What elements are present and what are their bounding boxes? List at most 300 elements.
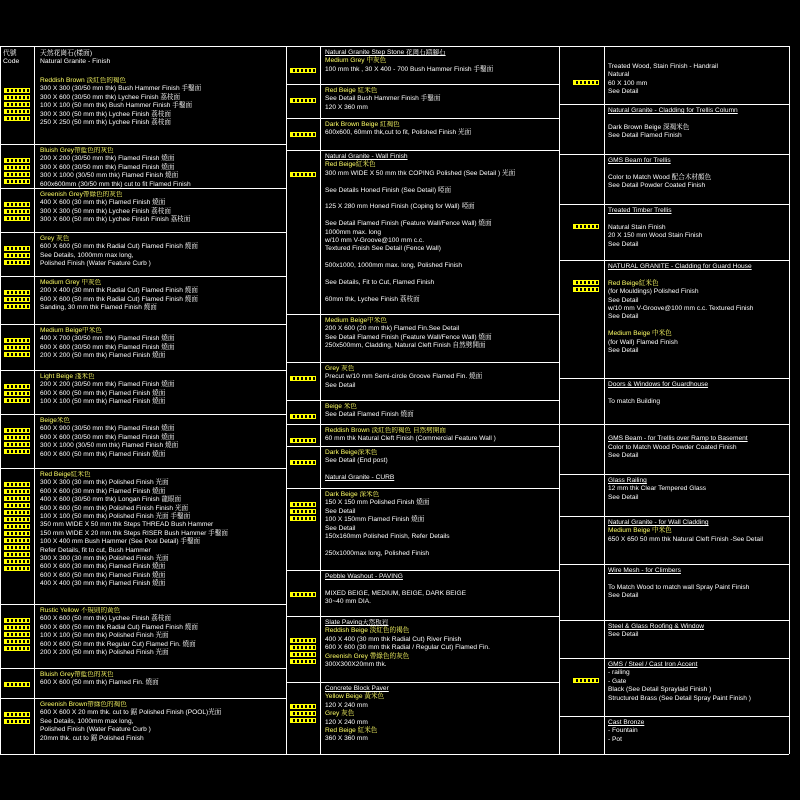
material-spec-line: Treated Wood, Stain Finish - Handrail [608, 63, 718, 70]
material-entry [40, 607, 284, 668]
material-spec-line: See Detail [608, 592, 639, 600]
section-divider [559, 424, 789, 425]
material-spec-line: 600 X 600 X 20 mm thk. cut to 鋸 Polished Finish (POOL)光面 [40, 709, 222, 717]
material-category-heading: Steel & Glass Roofing & Window [608, 623, 705, 630]
material-code-swatch [4, 345, 30, 350]
material-colour-name: Red Beige紅米色 [325, 161, 376, 169]
material-entry [608, 381, 787, 424]
material-code-swatch [4, 297, 30, 302]
material-spec-line: 400 X 400 (30 mm thk Radial Cut) River Finish [325, 635, 462, 643]
material-category-heading: Wire Mesh - for Climbers [608, 567, 681, 574]
material-spec-line: 600 X 600 (50 mm thk Radial Cut) Flamed Finish 燒面 [40, 243, 198, 251]
material-code-group [573, 278, 599, 293]
material-spec-line: 1000mm max. long [325, 228, 382, 236]
material-category-heading: NATURAL GRANITE - Cladding for Guard House [608, 263, 752, 270]
material-code-swatch [4, 566, 30, 571]
left-border [0, 46, 1, 754]
section-divider [286, 682, 559, 683]
material-code-swatch [4, 442, 30, 447]
material-spec-line: 600 X 600 (30 mm thk Radial / Regular Cut) Flamed Fin. [325, 644, 490, 652]
material-spec-line: 500x1000, 1000mm max. long, Polished Finish [325, 262, 463, 270]
material-spec-line: 120 X 240 mm [325, 718, 368, 726]
material-code-swatch [290, 652, 316, 657]
material-spec-line: 600 X 600 (50 mm thk) Flamed Finish 燒面 [40, 450, 166, 458]
material-code-swatch [290, 516, 316, 521]
section-divider [559, 564, 789, 565]
material-spec-line: 100 X 100 (50 mm thk) Polished Finish 光面 [40, 632, 169, 640]
material-code-swatch [4, 489, 30, 494]
material-code-swatch [290, 718, 316, 723]
material-spec-line: 600 X 600 (50 mm thk) Flamed Fin. 燒面 [40, 679, 159, 687]
material-spec-line: See Details, Fit to Cut, Flamed Finish [325, 278, 435, 286]
material-spec-line: Polished Finish (Water Feature Curb ) [40, 726, 151, 734]
material-code-swatch [290, 509, 316, 514]
section-divider [0, 188, 286, 189]
section-divider [559, 378, 789, 379]
material-entry [608, 63, 787, 104]
material-entry [608, 519, 787, 564]
material-code-swatch [290, 172, 316, 177]
section-divider [0, 276, 286, 277]
material-code-swatch [4, 517, 30, 522]
section-divider [286, 118, 559, 119]
material-colour-name: Bluish Grey帶藍色的灰色 [40, 147, 114, 154]
material-spec-line: See Detail [325, 381, 356, 389]
material-code-swatch [290, 711, 316, 716]
section-divider [0, 698, 286, 699]
material-spec-line: 250 X 250 (50 mm thk) Lychee Finish 荔枝面 [40, 118, 171, 126]
material-spec-line: 300X300X20mm thk. [325, 660, 387, 668]
material-spec-line [608, 115, 787, 123]
material-spec-line: 300 X 300 (30 mm thk) Polished Finish 光面 [40, 554, 169, 562]
material-category-heading: GMS Beam - for Trellis over Ramp to Basement [608, 435, 748, 443]
section-divider [0, 370, 286, 371]
material-spec-line: 200 X 400 (30 mm thk Radial Cut) Flamed Finish 燒面 [40, 287, 198, 295]
material-spec-line [325, 541, 557, 549]
material-entry [40, 191, 284, 232]
material-spec-line: See Detail [608, 88, 639, 96]
material-spec-line: 120 X 240 mm [325, 701, 368, 709]
material-entry [325, 449, 557, 488]
section-divider [0, 232, 286, 233]
material-spec-line: See Detail Powder Coated Finish [608, 182, 706, 190]
material-colour-name: Medium Beige 中米色 [608, 527, 672, 535]
material-code-group [573, 78, 599, 86]
material-spec-line: - Fountain [608, 727, 638, 735]
material-spec-line: 360 X 360 mm [325, 735, 368, 743]
material-spec-line: - Gate [608, 677, 627, 685]
material-code-swatch [4, 116, 30, 121]
material-entry [40, 279, 284, 324]
material-spec-line: 125 X 280 mm Honed Finish (Coping for Wall) 啞面 [325, 203, 475, 211]
material-spec-line: 600 X 600 (50 mm thk) Polished Finish Finish 光面 [40, 504, 189, 512]
material-code-swatch [4, 524, 30, 529]
material-category-heading: Natural Granite - Cladding for Trellis Column [608, 107, 738, 114]
material-colour-name: Medium Grey 中灰色 [325, 57, 387, 65]
material-category-heading: Pebble Washout - PAVING [325, 573, 403, 580]
material-entry [40, 327, 284, 370]
material-entry [608, 567, 787, 620]
material-spec-line [608, 427, 787, 435]
material-code-group [4, 200, 30, 222]
material-colour-name: Beige米色 [40, 417, 71, 424]
material-code-swatch [290, 645, 316, 650]
material-spec-line: Color to Match Wood Powder Coated Finish [608, 443, 737, 451]
material-spec-line: 60 mm thk Natural Cleft Finish (Commercial Feature Wall ) [325, 435, 496, 443]
material-colour-name: Greenish Grey 帶綠色的灰色 [325, 652, 410, 660]
material-entry [608, 477, 787, 516]
material-code-swatch [4, 216, 30, 221]
material-spec-line: See Details Honed Finish (See Detail) 啞面 [325, 186, 452, 194]
material-spec-line: See Detail Flamed Finish (Feature Wall/Fence Wall) 燒面 [325, 220, 492, 228]
material-spec-line: See Detail [608, 296, 639, 304]
material-spec-line: w/10 mm V-Groove@100 mm c.c. [325, 236, 425, 244]
material-spec-line [325, 287, 557, 295]
material-category-heading: Treated Timber Trellis [608, 207, 672, 214]
material-category-heading: Slate Paving天然板岩 [325, 619, 389, 626]
material-spec-line: 600 X 600 (50 mm thk Regular Cut) Flamed Fin. 燒面 [40, 640, 196, 648]
section-divider [0, 414, 286, 415]
material-code-group [290, 66, 316, 74]
material-code-swatch [290, 704, 316, 709]
material-code-swatch [290, 592, 316, 597]
material-entry [325, 49, 557, 84]
material-code-swatch [4, 352, 30, 357]
material-code-swatch [290, 68, 316, 73]
header-material-cell [40, 50, 110, 67]
section-divider [559, 620, 789, 621]
material-entry [325, 121, 557, 150]
material-code-group [4, 156, 30, 185]
material-code-group [290, 96, 316, 104]
material-category-heading: Doors & Windows for Guardhouse [608, 381, 709, 388]
column-divider-2 [559, 46, 560, 754]
material-spec-line: 300 X 600 (30/50 mm thk) Lychee Finish 荔枝面 [40, 93, 181, 101]
material-code-swatch [4, 246, 30, 251]
section-divider [0, 468, 286, 469]
material-spec-line: 650 X 650 50 mm thk Natural Cleft Finish -See Detail [608, 535, 764, 543]
section-divider [0, 668, 286, 669]
material-code-swatch [4, 625, 30, 630]
material-category-heading: GMS Beam for Trellis [608, 157, 671, 164]
material-spec-line: 100 X 400 mm Bush Hammer (See Pool Detail) 手鑿面 [40, 538, 201, 546]
material-entry [608, 263, 787, 378]
material-entry [40, 373, 284, 414]
material-colour-name: Medium Beige中米色 [40, 327, 102, 334]
material-spec-line: 12 mm thk Clear Tempered Glass [608, 485, 707, 493]
material-colour-name: Medium Beige中米色 [325, 317, 387, 324]
material-code-group [4, 244, 30, 266]
material-code-swatch [4, 290, 30, 295]
material-category-heading: Cast Bronze [608, 719, 645, 726]
material-entry [325, 87, 557, 118]
material-category-heading: GMS / Steel / Cast Iron Accent [608, 661, 698, 668]
material-code-swatch [4, 435, 30, 440]
section-divider [559, 260, 789, 261]
material-spec-line: 300 X 300 (50 mm thk) Lychee Finish 荔枝面 [40, 110, 171, 118]
material-spec-line: - railing [608, 669, 630, 677]
section-divider [559, 204, 789, 205]
material-code-group [4, 426, 30, 455]
material-code-swatch [290, 98, 316, 103]
material-spec-line: Polished Finish (Water Feature Curb ) [40, 260, 151, 268]
material-code-swatch [4, 639, 30, 644]
material-entry [325, 573, 557, 616]
material-code-swatch [4, 102, 30, 107]
material-entry [325, 427, 557, 446]
material-code-group [290, 500, 316, 522]
material-code-group [4, 382, 30, 404]
material-entry [325, 365, 557, 400]
material-spec-line: See Details, 1000mm max long, [40, 251, 134, 259]
material-code-swatch [4, 552, 30, 557]
material-spec-line: See Detail [325, 507, 356, 515]
material-category-heading: Concrete Block Paver [325, 685, 389, 692]
material-colour-name: Red Beige紅米色 [608, 279, 659, 287]
material-code-swatch [573, 287, 599, 292]
code-divider [34, 46, 35, 754]
material-code-swatch [4, 712, 30, 717]
section-divider [0, 604, 286, 605]
material-code-group [290, 436, 316, 444]
material-spec-line: 20mm thk. cut to 鋸 Polished Finish [40, 734, 144, 742]
material-code-swatch [4, 719, 30, 724]
material-entry [40, 701, 284, 754]
material-spec-line: 200 X 200 (50 mm thk) Flamed Finish 燒面 [40, 352, 166, 360]
material-code-swatch [4, 253, 30, 258]
material-spec-line: 200 X 600 (20 mm thk) Flamed Fin.See Detail [325, 325, 460, 333]
material-colour-name: Reddish Brown 淡紅色的褐色 自然劈開面 [325, 427, 446, 434]
material-entry [608, 719, 787, 754]
material-category-heading: Natural Granite - CURB [325, 474, 395, 482]
material-spec-line: 200 X 200 (50 mm thk) Polished Finish 光面 [40, 648, 169, 656]
material-colour-name: Beige 米色 [325, 403, 357, 410]
section-divider [286, 570, 559, 571]
material-code-swatch [4, 496, 30, 501]
material-code-swatch [290, 659, 316, 664]
material-code-swatch [290, 460, 316, 465]
section-divider [559, 474, 789, 475]
material-code-swatch [573, 280, 599, 285]
material-entry [40, 147, 284, 188]
material-code-swatch [4, 428, 30, 433]
material-spec-line: Sanding, 30 mm thk Flamed Finish 燒面 [40, 304, 157, 312]
material-spec-line: 120 X 360 mm [325, 103, 368, 111]
material-spec-line [608, 575, 787, 583]
material-code-swatch [4, 559, 30, 564]
material-spec-line: 600 X 600 (30/50 mm thk) Flamed Finish 燒面 [40, 343, 175, 351]
material-code-swatch [4, 449, 30, 454]
material-code-group [573, 676, 599, 684]
material-colour-name: Dark Brown Beige 紅褐色 [325, 121, 400, 128]
material-code-swatch [4, 338, 30, 343]
material-spec-line: 200 X 200 (30/50 mm thk) Flamed Finish 燒面 [40, 381, 175, 389]
material-spec-line: See Detail Flamed Finish [608, 132, 682, 140]
material-code-swatch [4, 88, 30, 93]
material-entry [40, 417, 284, 468]
section-divider [0, 144, 286, 145]
material-category-heading: Natural Granite - Wall Finish [325, 153, 408, 160]
material-colour-name: Red Beige紅米色 [40, 471, 91, 478]
material-spec-line: 150 X 150 mm Polished Finish 燒面 [325, 499, 430, 507]
material-code-swatch [4, 165, 30, 170]
material-spec-line [608, 215, 787, 223]
material-code-swatch [290, 502, 316, 507]
material-spec-line: 600 X 600 (30 mm thk) Flamed Finish 燒面 [40, 487, 166, 495]
material-code-swatch [4, 260, 30, 265]
material-code-swatch [4, 179, 30, 184]
material-spec-line: Color to Match Wood 配合木材顏色 [608, 173, 712, 181]
material-code-swatch [4, 646, 30, 651]
section-divider [559, 516, 789, 517]
material-code-group [4, 680, 30, 688]
header-material-en: Natural Granite - Finish [40, 58, 111, 66]
material-code-group [290, 130, 316, 138]
header-material-cn: 天然花崗石(樣面) [40, 50, 93, 57]
material-spec-line: w/10 mm V-Groove@100 mm c.c. Textured Finish [608, 304, 754, 312]
material-spec-line: See Detail [608, 493, 639, 501]
material-colour-name: Grey 灰色 [325, 710, 355, 718]
material-spec-line: See Detail [608, 346, 639, 354]
material-code-group [4, 710, 30, 725]
material-code-group [573, 222, 599, 230]
material-colour-name: Red Beige 紅米色 [325, 87, 378, 94]
material-spec-line: 400 X 600 (30/50 mm thk) Longan Finish 龍眼面 [40, 496, 182, 504]
material-spec-line: See Detail [608, 631, 639, 639]
material-spec-line: Structured Brass (See Detail Spray Paint Finish ) [608, 694, 751, 702]
material-colour-name: Medium Beige 中米色 [608, 330, 672, 338]
material-code-group [4, 616, 30, 652]
material-code-swatch [573, 678, 599, 683]
material-code-swatch [290, 132, 316, 137]
material-spec-line [608, 322, 787, 330]
material-spec-line: Precut w/10 mm Semi-circle Groove Flamed Fin. 燒面 [325, 373, 483, 381]
section-divider [559, 658, 789, 659]
material-code-swatch [4, 482, 30, 487]
material-entry [608, 157, 787, 204]
material-spec-line: 600 X 600 (50 mm thk Radial Cut) Flamed Finish 燒面 [40, 623, 198, 631]
material-entry [40, 235, 284, 276]
material-spec-line: 100 mm thk , 30 X 400 - 700 Bush Hammer Finish 手鑿面 [325, 65, 494, 73]
material-spec-line: - Pot [608, 735, 622, 743]
material-spec-line: 350 mm WIDE X 50 mm thk Steps THREAD Bush Hammer [40, 521, 214, 529]
material-spec-line: See Detail (End post) [325, 457, 388, 465]
material-category-heading: Glass Railing [608, 477, 647, 484]
material-spec-line: 600 X 900 (30/50 mm thk) Flamed Finish 燒面 [40, 425, 175, 433]
material-code-swatch [4, 632, 30, 637]
material-spec-line [608, 165, 787, 173]
material-colour-name: Red Beige 紅米色 [325, 726, 378, 734]
material-entry [40, 77, 284, 144]
material-code-swatch [4, 172, 30, 177]
material-spec-line [325, 254, 557, 262]
material-spec-line [325, 466, 557, 474]
material-entry [608, 661, 787, 716]
material-colour-name: Reddish Brown 淡紅色的褐色 [40, 77, 127, 84]
material-spec-line: 150x160mm Polished Finish, Refer Details [325, 532, 450, 540]
section-divider [559, 716, 789, 717]
material-spec-line: 300 X 1000 (30/50 mm thk) Flamed Finish 燒面 [40, 172, 179, 180]
material-code-group [290, 702, 316, 724]
material-spec-line: 300 X 300 (50 mm thk) Lychee Finish 荔枝面 [40, 207, 171, 215]
material-spec-line: 300 mm WIDE X 50 mm thk COPING Polished (See Detail ) 光面 [325, 169, 516, 177]
material-code-swatch [4, 158, 30, 163]
material-entry [325, 619, 557, 682]
material-spec-line [325, 212, 557, 220]
material-colour-name: Reddish Beige 淡紅色的褐色 [325, 627, 410, 635]
top-border [0, 46, 789, 47]
material-colour-name: Grey 灰色 [325, 365, 355, 372]
material-spec-line: 100 X 100 (50 mm thk) Polished Finish 光面 手鑿面 [40, 512, 191, 520]
material-spec-line: 600 X 600 (30/50 mm thk) Flamed Finish 燒面 [40, 433, 175, 441]
material-code-group [4, 336, 30, 358]
material-spec-line: 600 X 600 (50 mm thk) Flamed Finish 燒面 [40, 389, 166, 397]
material-spec-line: (for Wall) Flamed Finish [608, 338, 678, 346]
material-colour-name: Yellow Beige 黃米色 [325, 693, 385, 701]
header-code-cell [3, 50, 19, 67]
material-colour-name: Greenish Grey帶綠色的灰色 [40, 191, 123, 198]
material-code-swatch [573, 80, 599, 85]
material-spec-line: 60 X 100 mm [608, 79, 648, 87]
section-divider [286, 362, 559, 363]
material-entry [608, 107, 787, 154]
material-spec-line: 600 X 600 (30 mm thk) Flamed Finish 燒面 [40, 563, 166, 571]
material-spec-line: 150 mm WIDE X 20 mm thk Steps RISER Bush Hammer 手鑿面 [40, 529, 228, 537]
material-code-swatch [290, 414, 316, 419]
material-spec-line: 600x600, 60mm thk,cut to fit, Polished Finish 光面 [325, 129, 472, 137]
header-code-cn: 代號 [3, 50, 17, 57]
section-divider [559, 104, 789, 105]
section-divider [286, 314, 559, 315]
material-code-group [290, 374, 316, 382]
material-entry [40, 671, 284, 698]
material-spec-line: 600 X 600 (50 mm thk) Flamed Finish 燒面 [40, 571, 166, 579]
material-spec-line: To Match Wood to match wall Spray Paint Finish [608, 583, 750, 591]
material-colour-name: Rustic Yellow 不規則的黃色 [40, 607, 121, 614]
material-spec-line: (for Mouldings) Polished Finish [608, 288, 699, 296]
material-spec-line [608, 271, 787, 279]
material-spec-line: 60mm thk, Lychee Finish 荔枝面 [325, 295, 420, 303]
material-spec-line: 100 X 100 (50 mm thk) Bush Hammer Finish 手鑿面 [40, 102, 193, 110]
material-spec-line: 400 X 400 (30 mm thk) Flamed Finish 燒面 [40, 580, 166, 588]
material-code-swatch [290, 438, 316, 443]
material-spec-line: Natural Stain Finish [608, 223, 666, 231]
material-code-swatch [4, 391, 30, 396]
section-divider [286, 446, 559, 447]
material-code-group [290, 590, 316, 598]
code-divider-3 [604, 46, 605, 754]
material-code-swatch [4, 95, 30, 100]
material-code-swatch [4, 503, 30, 508]
material-spec-line: 100 X 150mm Flamed Finish 燒面 [325, 516, 425, 524]
material-code-group [4, 480, 30, 572]
material-spec-line: See Detail Flamed Finish 燒面 [325, 411, 414, 419]
material-spec-line [608, 389, 787, 397]
material-code-group [290, 636, 316, 665]
section-divider [0, 324, 286, 325]
material-spec-line: MIXED BEIGE, MEDIUM, BEIGE, DARK BEIGE [325, 589, 467, 597]
material-spec-line: See Detail [325, 524, 356, 532]
material-entry [608, 623, 787, 658]
section-divider [286, 616, 559, 617]
material-code-swatch [4, 398, 30, 403]
material-code-group [290, 412, 316, 420]
material-colour-name: Light Beige 淺米色 [40, 373, 95, 380]
material-code-swatch [4, 202, 30, 207]
material-spec-line: See Details, 1000mm max long, [40, 717, 134, 725]
material-spec-line: Black (See Detail Spraylaid Finish ) [608, 686, 712, 694]
material-spec-line: 400 X 700 (30/50 mm thk) Flamed Finish 燒面 [40, 335, 175, 343]
